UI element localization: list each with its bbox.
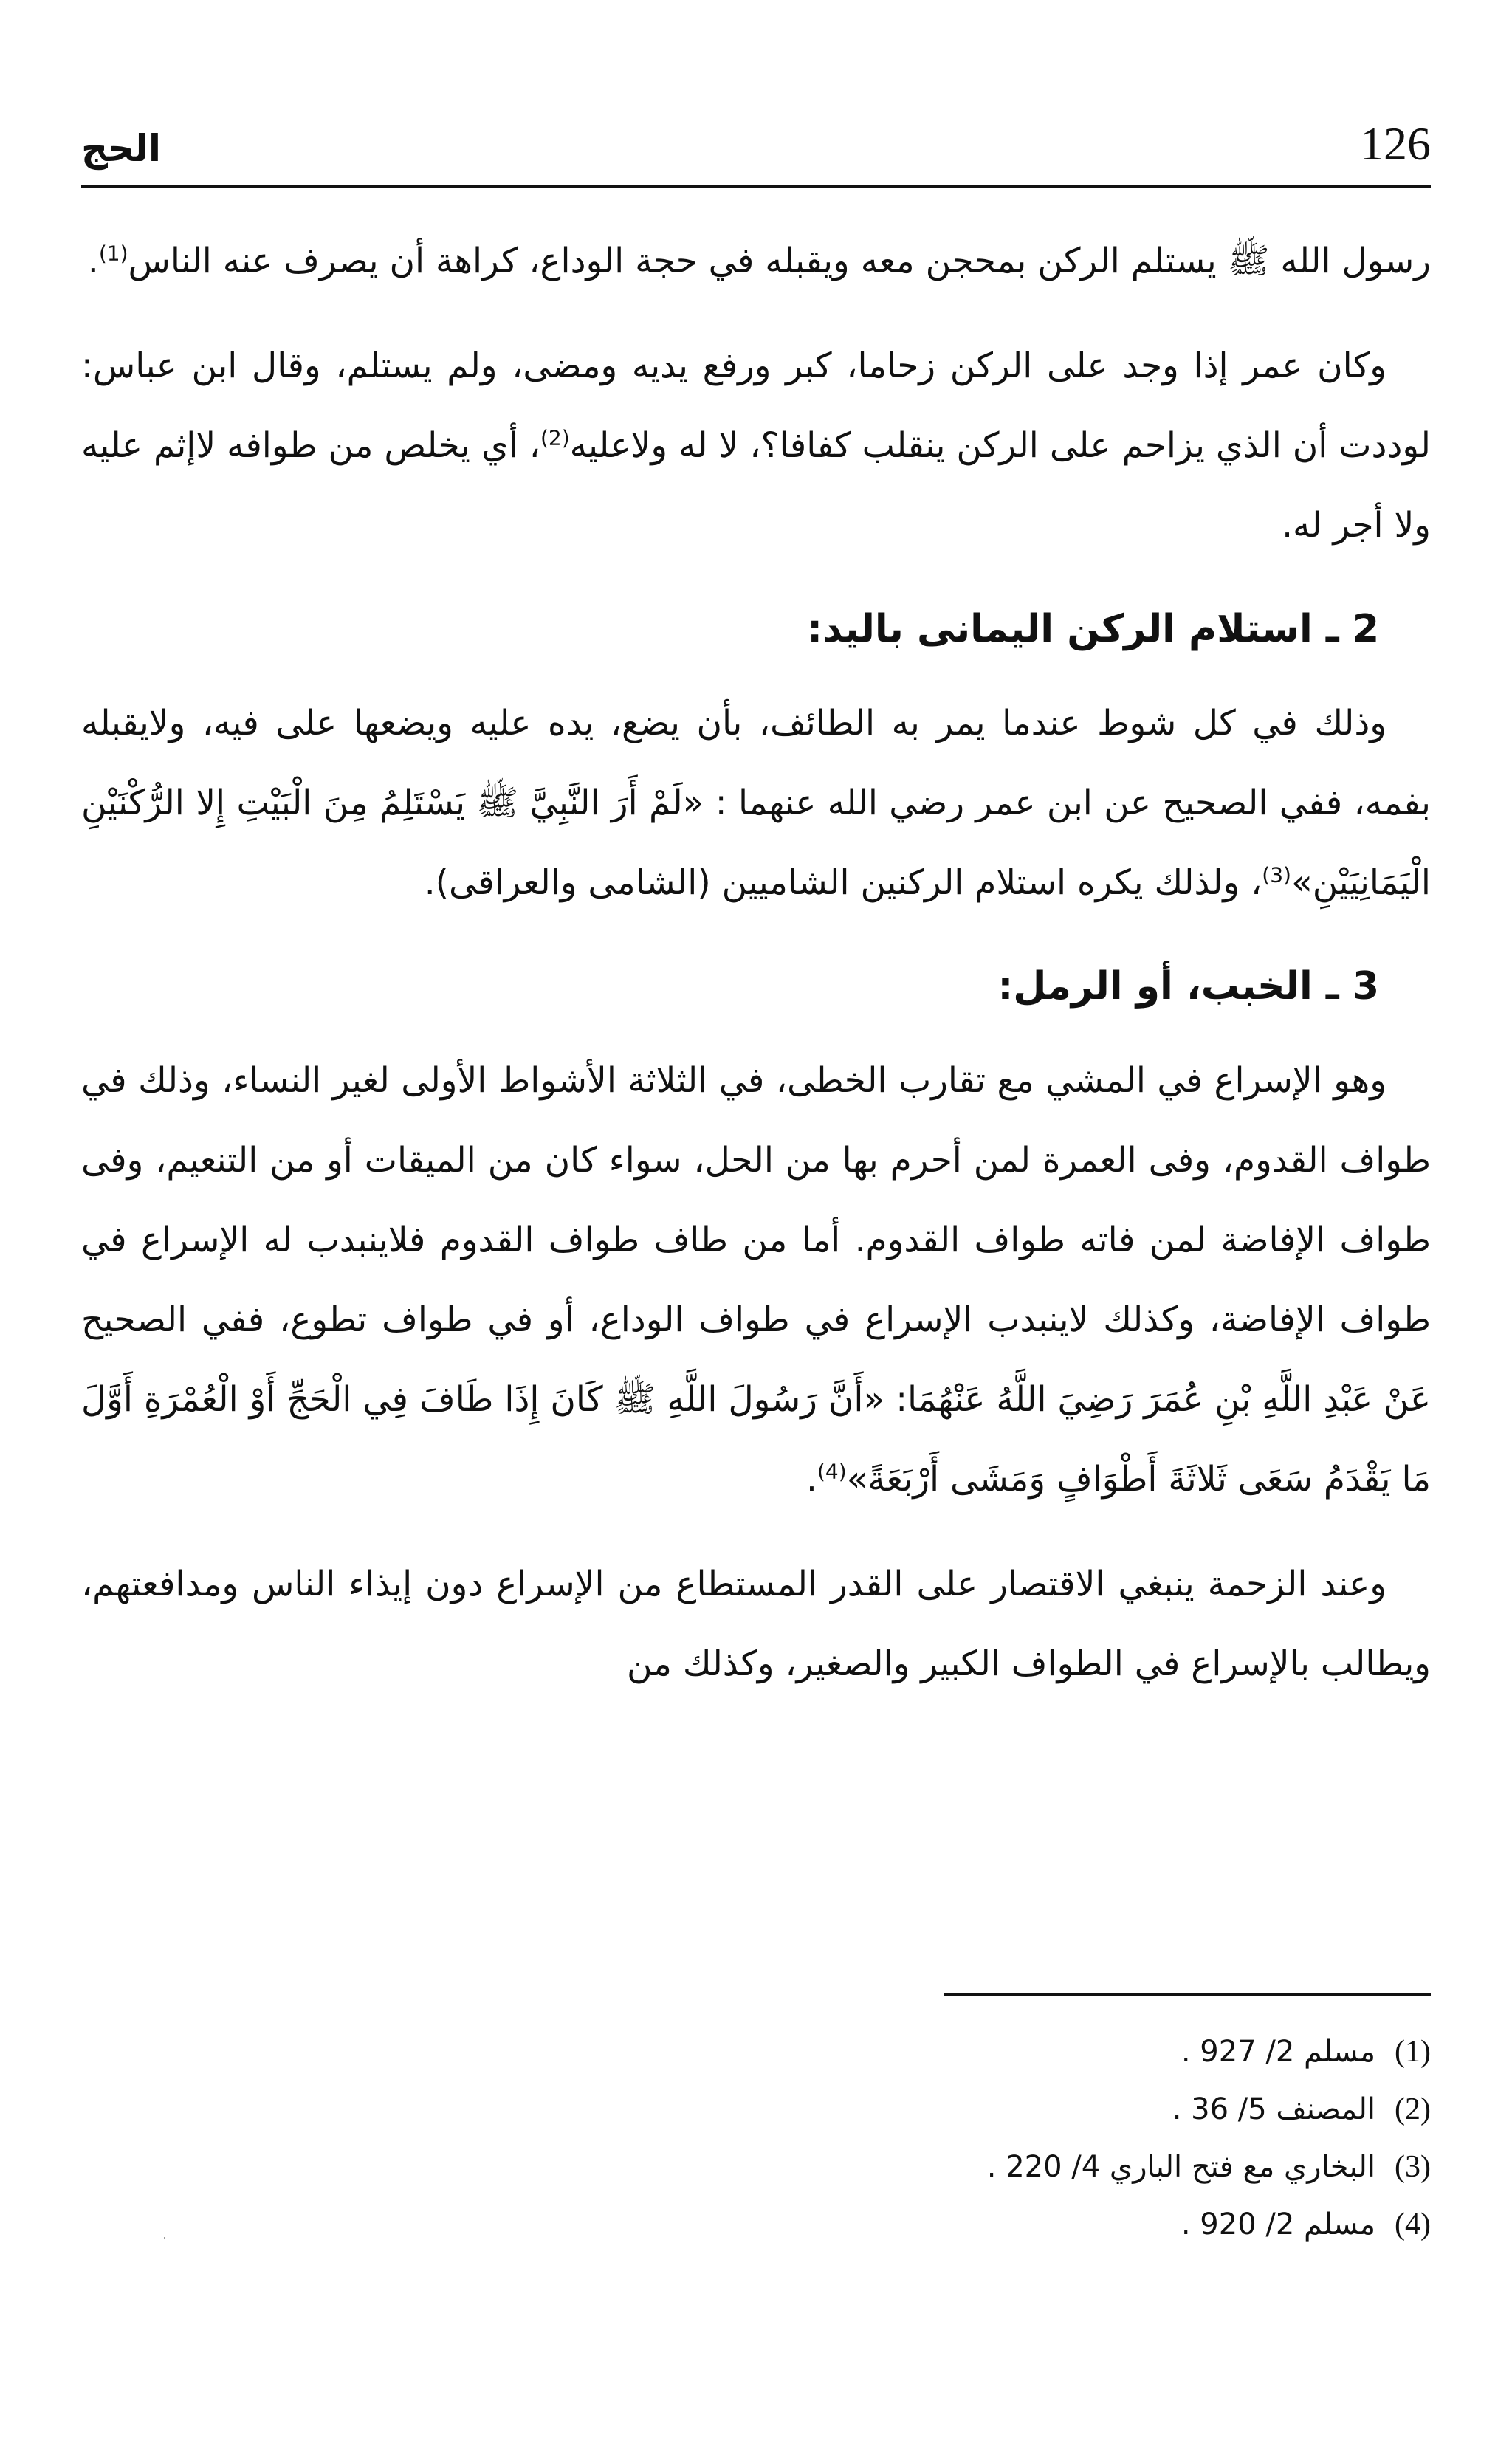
paragraph-3-text: وذلك في كل شوط عندما يمر به الطائف، بأن يضع، يده عليه ويضعها على فيه، ولايقبله بفمه، ففي الصحيح عن ابن عمر رضي الله عنهما : «لَمْ أَرَ النَّبِيَّ ﷺ يَسْتَلِمُ مِنَ الْبَيْتِ إِلا الرُّكْنَيْنِ الْيَمَانِيَيْنِ»	[81, 703, 1431, 903]
paragraph-1-text: رسول الله ﷺ يستلم الركن بمحجن معه ويقبله في حجة الوداع، كراهة أن يصرف عنه الناس	[128, 241, 1431, 281]
paragraph-2-end: ، أي يخلص من طوافه لاإثم عليه ولا أجر له.	[81, 425, 1431, 546]
paragraph-4-text: وهو الإسراع في المشي مع تقارب الخطى، في الثلاثة الأشواط الأولى لغير النساء، وذلك في طواف القدوم، وفى العمرة لمن أحرم بها من الحل، سواء كان من الميقات أو من التنعيم، وفى طواف الإفاضة لمن فاته طواف القدوم. أما من طاف طواف القدوم فلاينبدب له الإسراع في طواف الإفاضة، وكذلك لاينبدب الإسراع في طواف الوداع، أو في طواف تطوع، ففي الصحيح عَنْ عَبْدِ اللَّهِ بْنِ عُمَرَ رَضِيَ اللَّهُ عَنْهُمَا: «أَنَّ رَسُولَ اللَّهِ ﷺ كَانَ إِذَا طَافَ فِي الْحَجِّ أَوْ الْعُمْرَةِ أَوَّلَ مَا يَقْدَمُ سَعَى ثَلاثَةَ أَطْوَافٍ وَمَشَى أَرْبَعَةً»	[81, 1060, 1431, 1500]
paragraph-4-end: .	[805, 1459, 817, 1500]
paragraph-1-end: .	[87, 241, 99, 281]
footnote-number: (4)	[1395, 2208, 1431, 2242]
page-number: 126	[1360, 117, 1431, 170]
footnote-item	[81, 2023, 1431, 2081]
section-heading-3: 3 ـ الخبب، أو الرمل:	[997, 964, 1379, 1009]
paragraph-3-end: ، ولذلك يكره استلام الركنين الشاميين (الشامى والعراقى).	[424, 862, 1262, 903]
footnote-item	[81, 2138, 1431, 2196]
paragraph-1	[81, 221, 1431, 301]
footnote-number: (1)	[1395, 2035, 1431, 2069]
footnote-ref-1: (1)	[98, 241, 128, 266]
scan-speck	[164, 2237, 165, 2239]
footnote-number: (2)	[1395, 2092, 1431, 2126]
running-title: الحج	[81, 127, 161, 170]
main-text	[81, 221, 1431, 1729]
footnote-item	[81, 2196, 1431, 2253]
paragraph-2	[81, 326, 1431, 566]
paragraph-3	[81, 684, 1431, 923]
section-heading-2: 2 ـ استلام الركن اليمانى باليد:	[807, 607, 1379, 651]
footnote-number: (3)	[1395, 2150, 1431, 2184]
footnote-text: البخاري مع فتح الباري 4/ 220 .	[986, 2150, 1375, 2184]
footnote-text: مسلم 2/ 927 .	[1181, 2035, 1375, 2069]
footnotes	[81, 2023, 1431, 2253]
page-header	[81, 111, 1431, 188]
paragraph-2-text: وكان عمر إذا وجد على الركن زحاما، كبر ورفع يديه ومضى، ولم يستلم، وقال ابن عباس: لوددت أن الذي يزاحم على الركن ينقلب كفافا؟، لا له ولاعليه	[81, 346, 1431, 466]
footnote-text: المصنف 5/ 36 .	[1172, 2092, 1375, 2126]
footnote-ref-4: (4)	[817, 1459, 847, 1484]
footnote-text: مسلم 2/ 920 .	[1181, 2208, 1375, 2242]
footnote-item	[81, 2081, 1431, 2138]
footnote-separator	[944, 1993, 1431, 1996]
footnote-ref-2: (2)	[540, 425, 570, 450]
paragraph-5: وعند الزحمة ينبغي الاقتصار على القدر المستطاع من الإسراع دون إيذاء الناس ومدافعتهم، ويطالب بالإسراع في الطواف الكبير والصغير، وكذلك من	[81, 1564, 1431, 1684]
footnote-ref-3: (3)	[1262, 862, 1291, 887]
paragraph-4	[81, 1041, 1431, 1519]
